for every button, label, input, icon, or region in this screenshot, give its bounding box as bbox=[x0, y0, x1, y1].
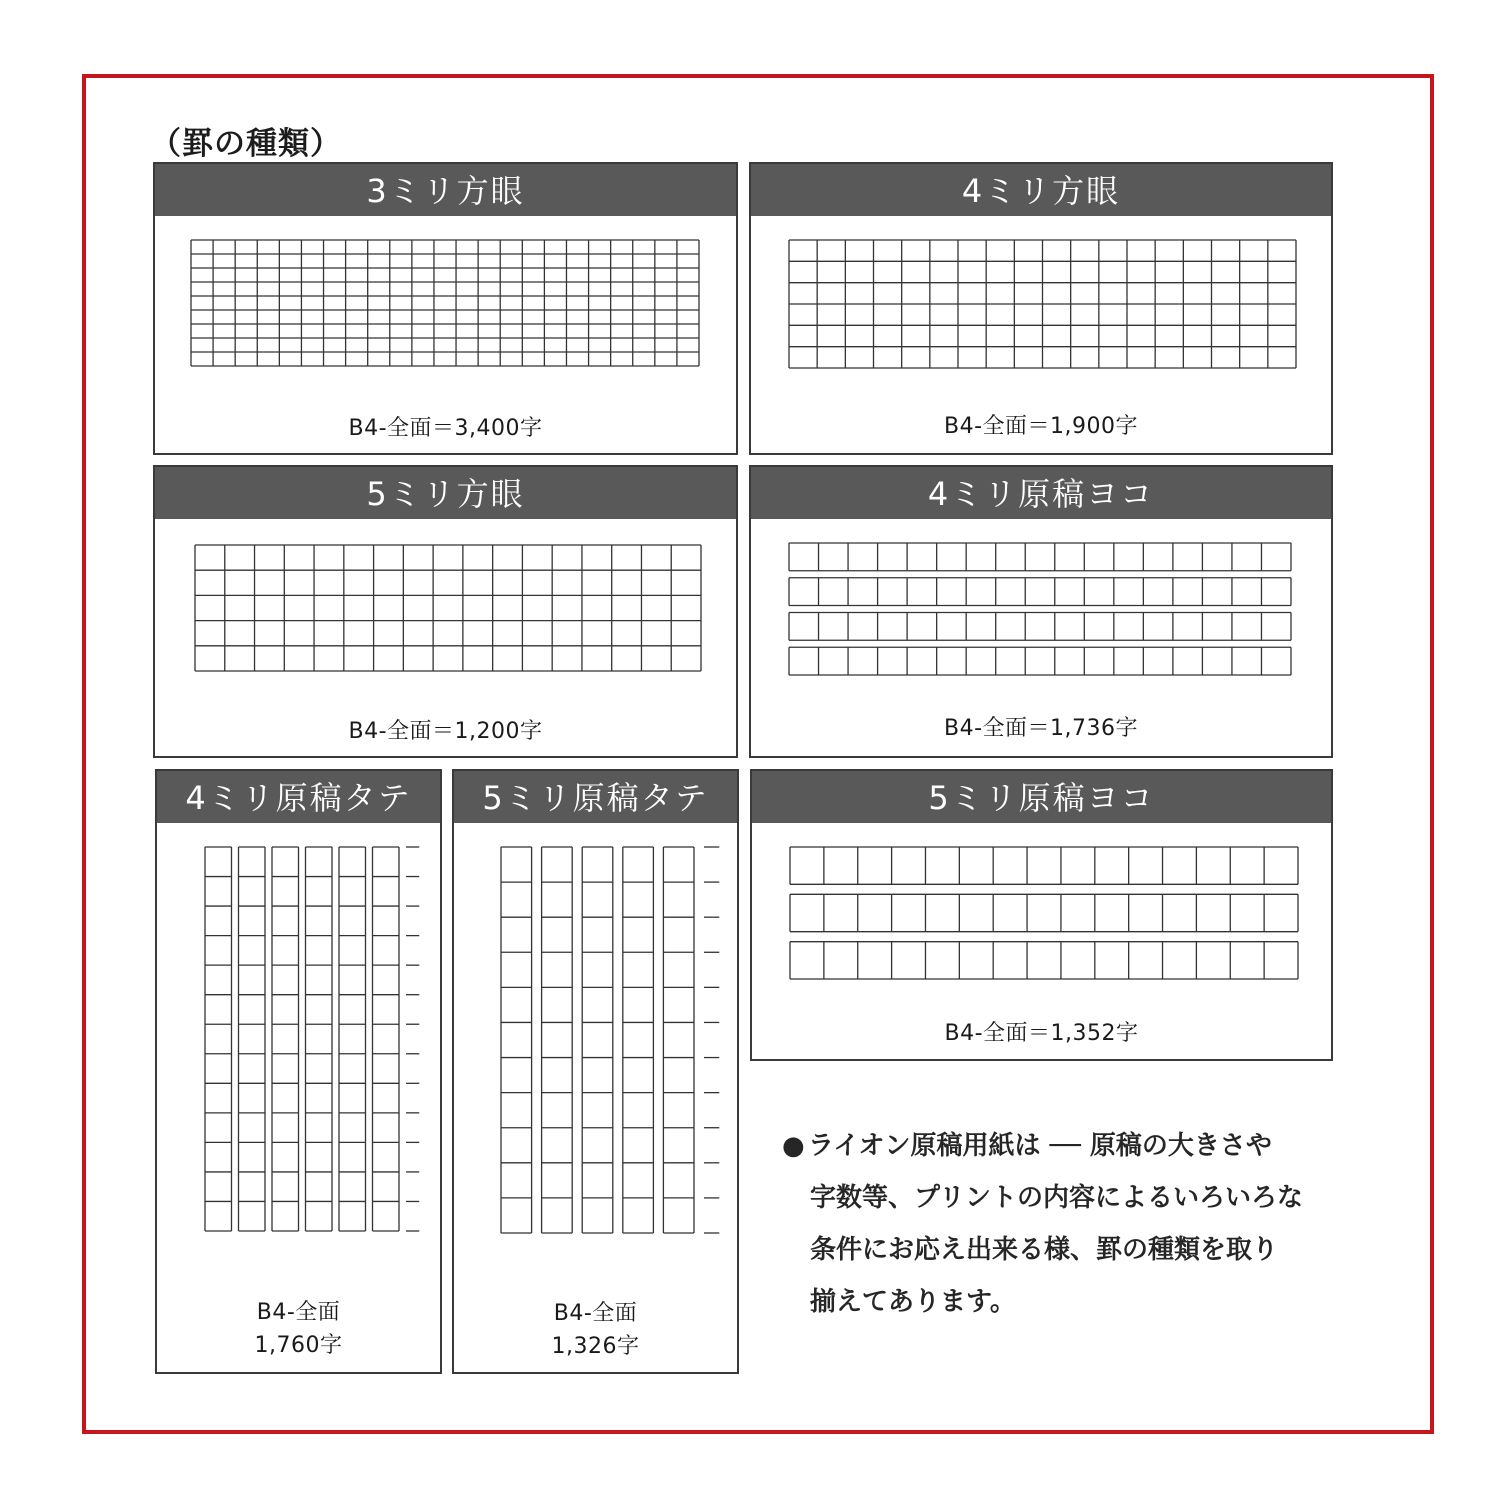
caption-line: B4-全面＝1,900字 bbox=[943, 414, 1138, 439]
panel-caption bbox=[752, 1017, 1331, 1050]
panel-title: 5ミリ原稿タテ bbox=[454, 771, 737, 823]
panel-3mm-grid bbox=[153, 162, 738, 455]
panel-4mm-tate bbox=[155, 769, 442, 1374]
panel-title: 3ミリ方眼 bbox=[155, 164, 736, 216]
panel-caption bbox=[155, 715, 736, 748]
bullet-icon: ● bbox=[782, 1131, 805, 1161]
note-line bbox=[782, 1120, 1342, 1172]
caption-line: B4-全面＝1,736字 bbox=[943, 716, 1138, 741]
panel-title: 4ミリ方眼 bbox=[751, 164, 1331, 216]
note-line: 揃えてあります。 bbox=[810, 1287, 1016, 1317]
panel-5mm-yoko bbox=[750, 769, 1333, 1061]
panel-4mm-grid bbox=[749, 162, 1333, 455]
panel-caption bbox=[751, 712, 1331, 745]
caption-line: B4-全面＝1,352字 bbox=[944, 1021, 1139, 1046]
caption-line: B4-全面 bbox=[256, 1300, 341, 1325]
caption-line: B4-全面 bbox=[553, 1301, 638, 1326]
panel-5mm-tate bbox=[452, 769, 739, 1374]
section-title: （罫の種類） bbox=[150, 126, 342, 162]
description-note bbox=[782, 1120, 1342, 1328]
panel-4mm-yoko bbox=[749, 465, 1333, 758]
caption-line: 1,326字 bbox=[551, 1334, 640, 1359]
note-line: 字数等、プリントの内容によるいろいろな bbox=[810, 1183, 1303, 1213]
panel-caption bbox=[157, 1296, 440, 1362]
caption-line: B4-全面＝1,200字 bbox=[348, 719, 543, 744]
panel-caption bbox=[454, 1297, 737, 1363]
note-text: ライオン原稿用紙は ── 原稿の大きさや bbox=[808, 1131, 1272, 1161]
manuscript-4mm-tate bbox=[157, 771, 444, 1376]
caption-line: B4-全面＝3,400字 bbox=[348, 416, 543, 441]
panel-caption bbox=[751, 410, 1331, 443]
panel-title: 4ミリ原稿タテ bbox=[157, 771, 440, 823]
manuscript-5mm-tate bbox=[454, 771, 741, 1376]
panel-title: 5ミリ方眼 bbox=[155, 467, 736, 519]
caption-line: 1,760字 bbox=[254, 1333, 343, 1358]
panel-title: 4ミリ原稿ヨコ bbox=[751, 467, 1331, 519]
panel-caption bbox=[155, 412, 736, 445]
note-line: 条件にお応え出来る様、罫の種類を取り bbox=[810, 1235, 1279, 1265]
panel-title: 5ミリ原稿ヨコ bbox=[752, 771, 1331, 823]
panel-5mm-grid bbox=[153, 465, 738, 758]
